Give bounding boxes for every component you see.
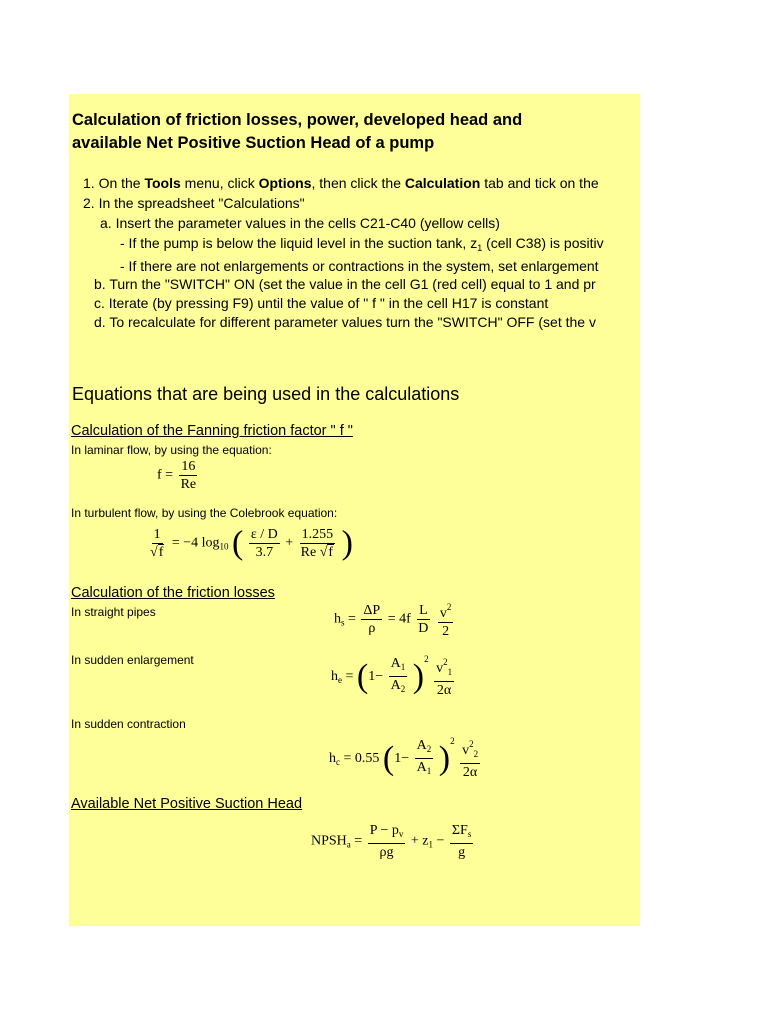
instruction-2d: d. To recalculate for different parameter values turn the "SWITCH" OFF (set the v bbox=[94, 314, 596, 330]
numerator: 1.255 bbox=[301, 527, 334, 542]
eq-subscript: 1 bbox=[426, 766, 432, 777]
fraction bbox=[438, 599, 454, 640]
numerator bbox=[450, 822, 473, 844]
fraction bbox=[299, 526, 336, 561]
eq-text: h bbox=[331, 669, 338, 684]
eq-subscript: 2 bbox=[400, 684, 406, 695]
enlargement-equation bbox=[331, 654, 456, 699]
contraction-equation bbox=[329, 736, 482, 781]
eq-subscript: 1 bbox=[400, 662, 406, 673]
denominator bbox=[148, 544, 166, 561]
sqrt: √f bbox=[150, 545, 164, 560]
eq-text: P − p bbox=[369, 823, 399, 838]
eq-text: = bbox=[354, 833, 363, 849]
eq-superscript: 2 bbox=[443, 657, 448, 668]
eq-text: ΣF bbox=[451, 823, 468, 838]
eq-superscript: 2 bbox=[450, 736, 455, 746]
fraction bbox=[434, 654, 454, 699]
instruction-2c: c. Iterate (by pressing F9) until the value of " f " in the cell H17 is constant bbox=[94, 295, 549, 311]
fraction bbox=[361, 602, 382, 637]
fraction bbox=[148, 526, 166, 561]
denominator: ρg bbox=[379, 845, 394, 860]
denominator bbox=[415, 759, 434, 780]
numerator bbox=[460, 736, 480, 764]
eq-text: + z bbox=[410, 833, 429, 849]
left-paren: ( bbox=[382, 739, 395, 777]
sqrt: √f bbox=[319, 545, 334, 560]
note-text: - If the pump is below the liquid level in the suction tank, z bbox=[120, 235, 478, 251]
eq-text: v bbox=[436, 661, 444, 677]
numerator: L bbox=[419, 603, 428, 618]
spreadsheet-area bbox=[69, 94, 640, 926]
right-paren: ) bbox=[412, 657, 425, 695]
laminar-equation bbox=[157, 458, 200, 493]
numerator: ΔP bbox=[363, 603, 381, 618]
npsh-equation bbox=[311, 822, 475, 861]
fraction bbox=[179, 458, 199, 493]
eq-subscript: a bbox=[346, 839, 351, 850]
eq-superscript: 2 bbox=[424, 654, 429, 664]
denominator: ρ bbox=[368, 621, 376, 636]
eq-subscript: 1 bbox=[428, 839, 433, 850]
radicand: f bbox=[158, 545, 164, 560]
note-text: (cell C38) is positiv bbox=[482, 235, 604, 251]
doc-title-line2: available Net Positive Suction Head of a pump bbox=[72, 134, 435, 152]
eq-text: h bbox=[329, 751, 336, 766]
numerator: 1 bbox=[153, 527, 161, 542]
eq-text: f = bbox=[157, 467, 174, 483]
straight-pipe-equation bbox=[334, 599, 455, 640]
numerator: 16 bbox=[181, 459, 196, 474]
eq-text: − bbox=[436, 833, 445, 849]
denominator: Re bbox=[180, 477, 197, 492]
eq-subscript: s bbox=[341, 617, 345, 628]
doc-title-line1: Calculation of friction losses, power, developed head and bbox=[72, 111, 523, 129]
eq-subscript: 1 bbox=[447, 667, 453, 678]
instruction-1-text: menu, click bbox=[180, 175, 259, 191]
radicand: f bbox=[328, 545, 334, 560]
numerator bbox=[438, 599, 454, 623]
instruction-1-text: , then click the bbox=[311, 175, 405, 191]
denominator: 2 bbox=[442, 624, 450, 639]
fraction bbox=[460, 736, 480, 781]
eq-text: + bbox=[285, 535, 294, 551]
instruction-2b: b. Turn the "SWITCH" ON (set the value in the cell G1 (red cell) equal to 1 and pr bbox=[94, 276, 596, 292]
eq-text: 1− bbox=[394, 751, 410, 766]
eq-text: A bbox=[390, 678, 401, 694]
eq-text: NPSH bbox=[311, 833, 347, 849]
eq-subscript: c bbox=[336, 757, 340, 767]
denominator: 2α bbox=[462, 765, 478, 781]
instruction-2a: a. Insert the parameter values in the cells C21-C40 (yellow cells) bbox=[100, 215, 500, 231]
instruction-1-tools: Tools bbox=[144, 175, 181, 191]
left-paren: ( bbox=[356, 657, 369, 695]
eq-text: = −4 log bbox=[171, 535, 220, 551]
npsh-heading: Available Net Positive Suction Head bbox=[71, 796, 303, 812]
numerator: ε / D bbox=[250, 527, 278, 542]
instruction-1-text: tab and tick on the bbox=[480, 175, 599, 191]
numerator bbox=[415, 737, 434, 759]
straight-pipes-note: In straight pipes bbox=[71, 605, 156, 619]
fraction bbox=[416, 602, 430, 637]
eq-subscript: 2 bbox=[426, 744, 432, 755]
denominator bbox=[299, 544, 336, 561]
denominator: 2α bbox=[436, 683, 452, 699]
fraction bbox=[368, 822, 406, 861]
instruction-2a-note2: - If there are not enlargements or contractions in the system, set enlargement bbox=[120, 258, 599, 274]
denominator: D bbox=[418, 621, 429, 636]
turbulent-note: In turbulent flow, by using the Colebrook equation: bbox=[71, 506, 338, 520]
fraction bbox=[415, 737, 434, 780]
instruction-2a-note1 bbox=[120, 233, 604, 258]
eq-subscript: v bbox=[398, 829, 404, 839]
enlargement-note: In sudden enlargement bbox=[71, 653, 194, 667]
eq-superscript: 2 bbox=[446, 602, 452, 612]
denominator: g bbox=[458, 845, 466, 860]
eq-text: = bbox=[348, 611, 356, 627]
eq-text: A bbox=[416, 738, 427, 754]
instruction-1 bbox=[83, 173, 599, 193]
eq-text: v bbox=[439, 606, 447, 621]
eq-text: = 4f bbox=[387, 611, 411, 627]
numerator bbox=[368, 822, 406, 844]
fanning-heading: Calculation of the Fanning friction factor " f " bbox=[71, 423, 353, 439]
instruction-1-text: 1. On the bbox=[83, 175, 145, 191]
eq-subscript: 2 bbox=[473, 749, 479, 760]
contraction-note: In sudden contraction bbox=[71, 717, 186, 731]
eq-superscript: 2 bbox=[469, 739, 474, 750]
fraction bbox=[450, 822, 473, 861]
eq-text: = 0.55 bbox=[343, 751, 380, 766]
numerator bbox=[389, 655, 408, 677]
eq-text: A bbox=[390, 656, 401, 672]
eq-subscript: 10 bbox=[219, 541, 229, 552]
colebrook-equation bbox=[146, 526, 353, 561]
fraction bbox=[249, 526, 280, 561]
denominator: 3.7 bbox=[255, 545, 274, 560]
note-subscript: 1 bbox=[477, 243, 483, 253]
friction-heading: Calculation of the friction losses bbox=[71, 585, 275, 601]
numerator bbox=[434, 654, 454, 682]
eq-subscript: s bbox=[467, 829, 472, 839]
eq-text: = bbox=[345, 669, 354, 684]
right-paren: ) bbox=[438, 739, 451, 777]
right-paren: ) bbox=[341, 524, 353, 562]
instruction-1-options: Options bbox=[258, 175, 312, 191]
instruction-1-calculation: Calculation bbox=[404, 175, 481, 191]
left-paren: ( bbox=[232, 524, 244, 562]
eq-text: h bbox=[334, 611, 341, 627]
eq-subscript: e bbox=[338, 675, 342, 685]
laminar-note: In laminar flow, by using the equation: bbox=[71, 443, 272, 457]
eq-text: 1− bbox=[368, 669, 384, 684]
denominator bbox=[389, 677, 408, 698]
fraction bbox=[389, 655, 408, 698]
eq-text: v bbox=[462, 743, 470, 759]
eq-text: A bbox=[416, 760, 427, 776]
instruction-2: 2. In the spreadsheet "Calculations" bbox=[83, 195, 305, 211]
eq-text: Re bbox=[300, 545, 317, 560]
equations-heading: Equations that are being used in the calculations bbox=[72, 384, 460, 404]
